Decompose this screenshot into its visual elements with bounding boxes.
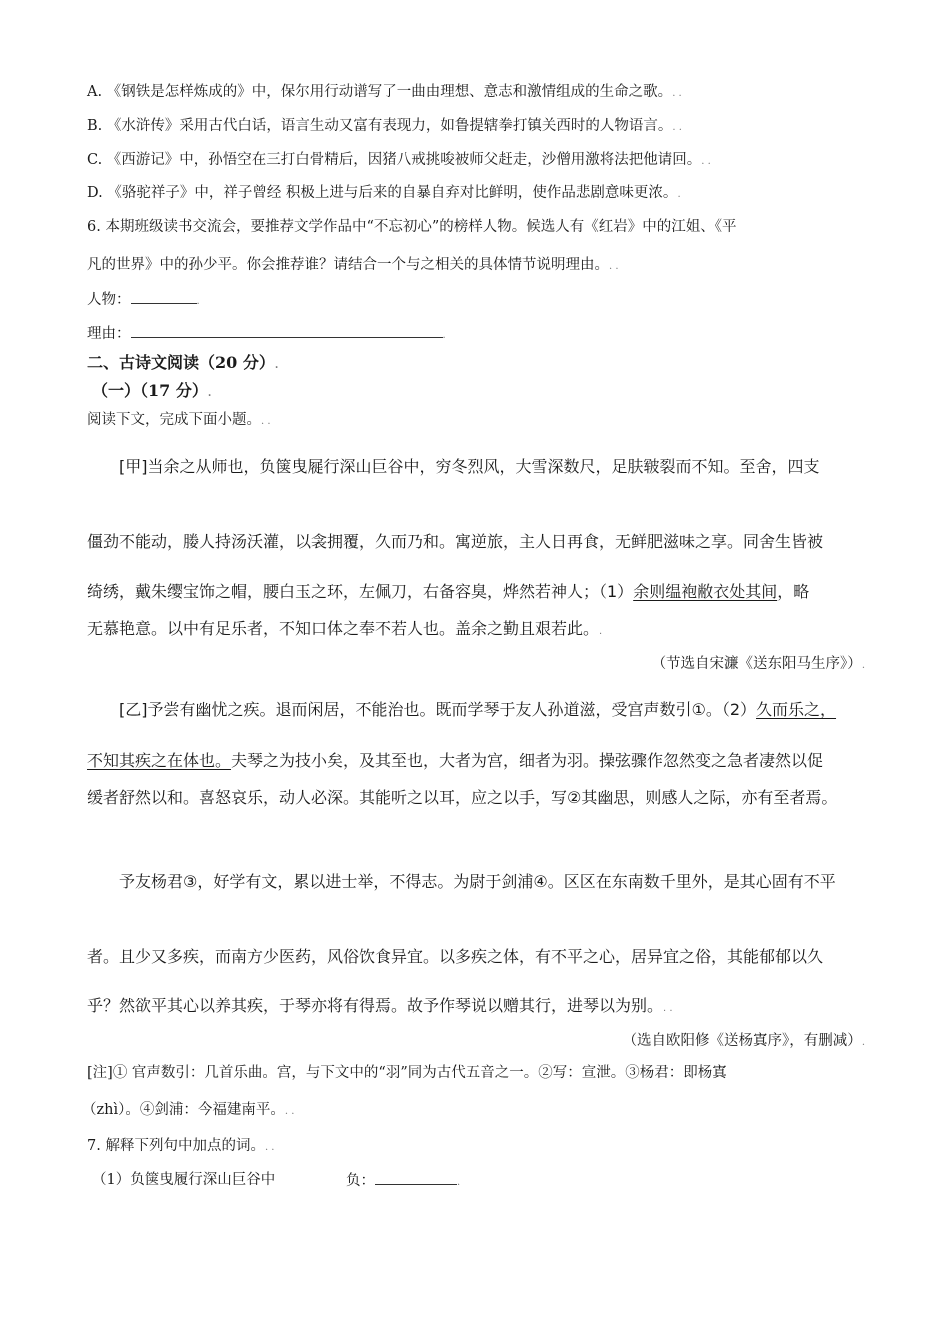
q6-line-1: 6. 本期班级读书交流会，要推荐文学作品中“不忘初心”的榜样人物。候选人有《红岩》中的江姐、《平	[87, 219, 737, 235]
jia-line-1: [甲]当余之从师也，负箧曳屣行深山巨谷中，穷冬烈风，大雪深数尺，足肤皲裂而不知。至舍，四支	[119, 457, 820, 476]
jia-line-2: 僵劲不能动，媵人持汤沃灌，以衾拥覆，久而乃和。寓逆旅，主人日再食，无鲜肥滋味之享。同舍生皆被	[87, 532, 824, 551]
yi-source: （选自欧阳修《送杨寘序》，有删减）.	[622, 1033, 865, 1049]
yi-line-2: 不知其疾之在体也。夫琴之为技小矣，及其至也，大者为宫，细者为羽。操弦骤作忽然变之急者凄然以促	[87, 751, 824, 770]
subsection-title: （一）（17 分）.	[92, 381, 212, 400]
option-d: D. 《骆驼祥子》中，祥子曾经 积极上进与后来的自暴自弃对比鲜明，使作品悲剧意味更浓。.	[87, 185, 681, 201]
yi-line-3: 缓者舒然以和。喜怒哀乐，动人必深。其能听之以耳，应之以手，写②其幽思，则感人之际，亦有至者焉。	[87, 788, 838, 807]
jia-line-3: 绮绣，戴朱缨宝饰之帽，腰白玉之环，左佩刀，右备容臭，烨然若神人；（1）余则缊袍敝衣处其间，略	[87, 582, 810, 601]
yi-p2-line-3: 乎？然欲平其心以养其疾，于琴亦将有得焉。故予作琴说以赠其行，进琴以为别。. .	[87, 996, 673, 1015]
option-b: B. 《水浒传》采用古代白话，语言生动又富有表现力，如鲁提辖拳打镇关西时的人物语言。. .	[87, 118, 682, 134]
q7-answer-blank[interactable]	[375, 1170, 457, 1185]
underlined-sentence-1: 余则缊袍敝衣处其间	[633, 582, 778, 601]
jia-line-4: 无慕艳意。以中有足乐者，不知口体之奉不若人也。盖余之勤且艰若此。.	[87, 619, 603, 638]
reason-blank[interactable]	[131, 323, 443, 338]
person-field: 人物： .	[87, 289, 200, 312]
underlined-sentence-2b: 不知其疾之在体也。	[87, 751, 232, 770]
option-c: C. 《西游记》中，孙悟空在三打白骨精后，因猪八戒挑唆被师父赶走，沙僧用激将法把他请回。. .	[87, 152, 711, 168]
q7-title: 7. 解释下列句中加点的词。. .	[87, 1138, 275, 1154]
yi-p2-line-1: 予友杨君③，好学有文，累以进士举，不得志。为尉于剑浦④。区区在东南数千里外，是其心固有不平	[119, 872, 836, 891]
q6-line-2: 凡的世界》中的孙少平。你会推荐谁？请结合一个与之相关的具体情节说明理由。. .	[87, 257, 619, 273]
notes-line-2: （zhì）。④剑浦：今福建南平。. .	[82, 1102, 295, 1118]
instruction: 阅读下文，完成下面小题。. .	[87, 412, 271, 428]
yi-p2-line-2: 者。且少又多疾，而南方少医药，风俗饮食异宜。以多疾之体，有不平之心，居异宜之俗，其能郁郁以久	[87, 947, 824, 966]
jia-source: （节选自宋濂《送东阳马生序》）.	[651, 656, 865, 672]
underlined-sentence-2a: 久而乐之，	[756, 700, 837, 719]
option-a: A. 《钢铁是怎样炼成的》中，保尔用行动谱写了一曲由理想、意志和激情组成的生命之歌。. .	[87, 84, 682, 100]
q7-item-1-answer: 负： .	[346, 1170, 460, 1193]
notes-line-1: [注]① 官声数引：几首乐曲。宫，与下文中的“羽”同为古代五音之一。②写：宣泄。③杨君：即杨寘	[87, 1065, 727, 1081]
yi-line-1: [乙]予尝有幽忧之疾。退而闲居，不能治也。既而学琴于友人孙道滋，受宫声数引①。（2）久而乐之，	[119, 700, 837, 719]
reason-field: 理由： .	[87, 323, 446, 346]
q7-item-1: （1）负箧曳履行深山巨谷中	[92, 1172, 276, 1188]
person-blank[interactable]	[131, 289, 197, 304]
section-title: 二、古诗文阅读（20 分）.	[87, 353, 279, 372]
